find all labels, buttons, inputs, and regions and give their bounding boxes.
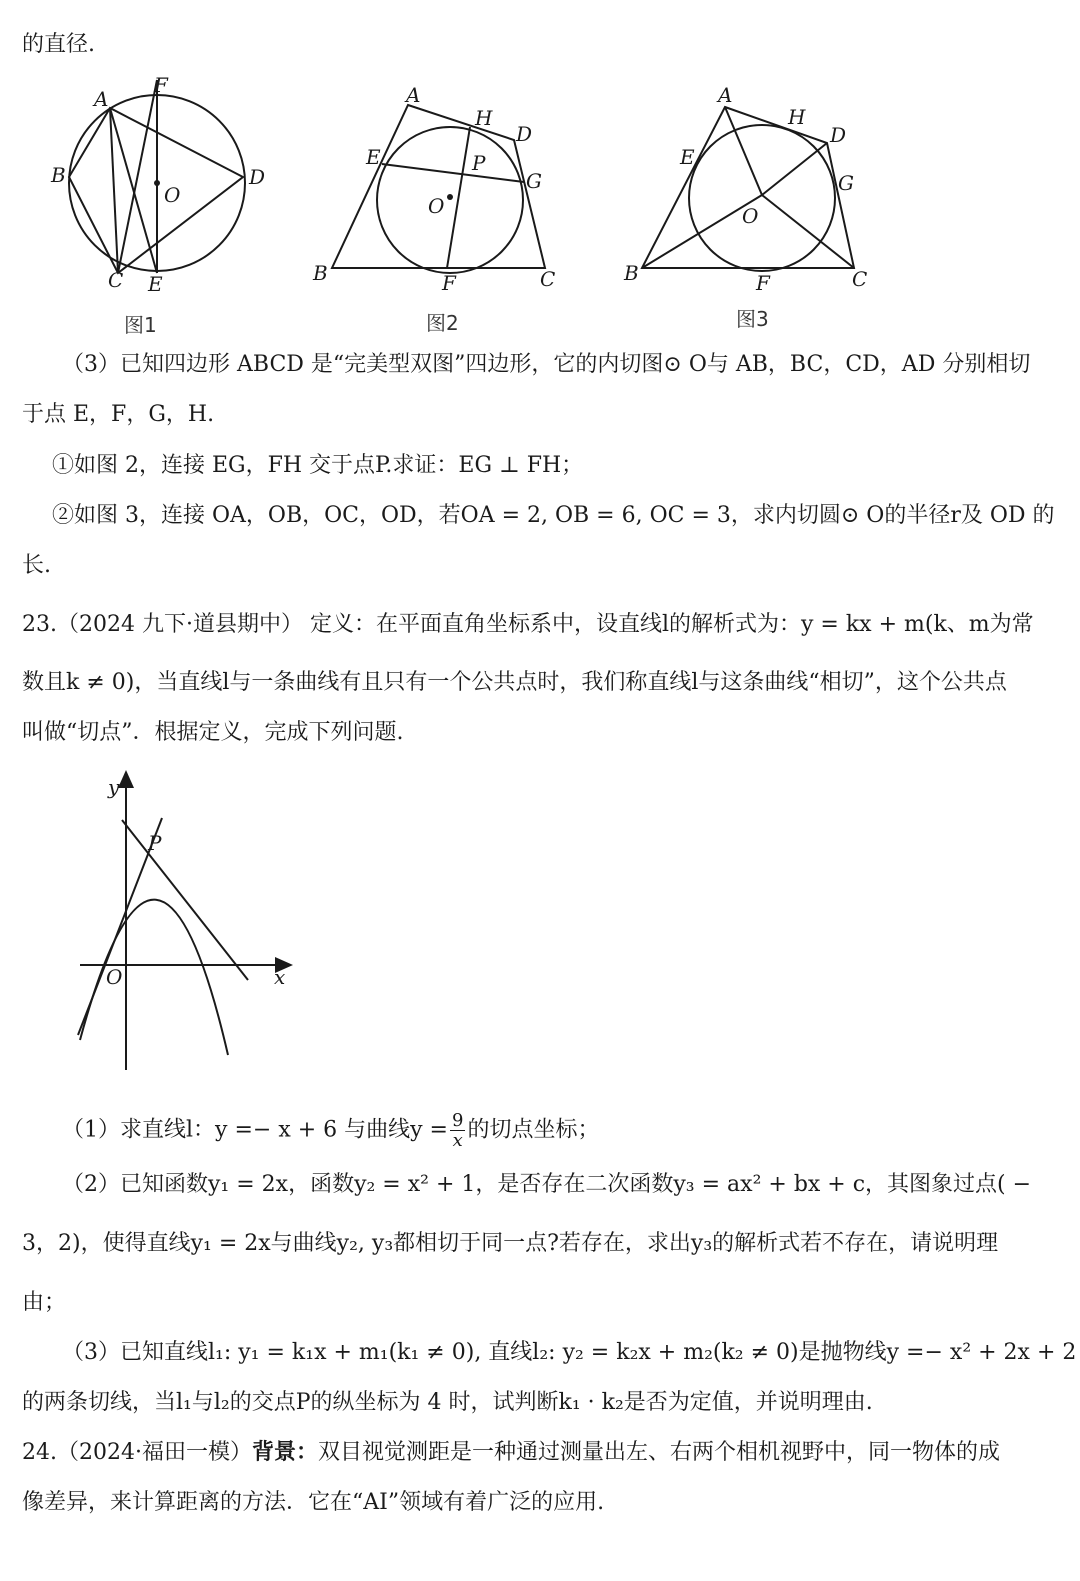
fig2-label-d: D [516,122,533,146]
fig2-label-p: P [472,151,486,175]
q23-part3-line2: 的两条切线，当l₁与l₂的交点P的纵坐标为 4 时，试判断k₁ · k₂是否为定值，并说明理由. [22,1390,873,1415]
q24-heading: 背景： [251,1440,318,1465]
q22-part3-line1: （3）已知四边形 ABCD 是“完美型双图”四边形，它的内切图⊙ O与 AB，BC，CD，AD 分别相切 [62,352,1031,377]
fig3-circle [689,125,835,271]
fig3-label-o: O [742,204,759,228]
fig3-label-g: G [838,171,854,195]
fig2-line-eg [382,164,524,182]
q24-line1 [22,1438,1058,1468]
fig2-label-h: H [475,106,493,130]
figure-3 [620,80,890,338]
fig3-label-b: B [624,261,639,285]
fig1-label-e: E [148,272,163,296]
graph-label-p: P [148,831,162,855]
q23-line2: 数且k ≠ 0)，当直线l与一条曲线有且只有一个公共点时，我们称直线l与这条曲线“相切”，这个公共点 [22,670,1007,695]
fig1-line-fc [118,80,157,273]
tangent-graph [70,770,300,1080]
fig1-label-c: C [108,268,124,292]
q23-part3-line1: （3）已知直线l₁: y₁ = k₁x + m₁(k₁ ≠ 0), 直线l₂: y₂ = k₂x + m₂(k₂ ≠ 0)是抛物线y =− x² + 2x + 2 [62,1340,1077,1365]
fraction-denominator: x [452,1130,463,1151]
q22-sub1: ①如图 2，连接 EG，FH 交于点P.求证：EG ⊥ FH； [52,453,584,478]
top-fragment: 的直径. [22,32,95,57]
fig1-label-b: B [51,163,66,187]
fig2-label-e: E [366,145,381,169]
q23-part1-before: （1）求直线l：y =− x + 6 与曲线y = [62,1117,448,1143]
fig2-label-g: G [526,169,542,193]
fig3-label-e: E [680,145,695,169]
fig3-line-oa [725,107,762,195]
fig2-label-b: B [313,261,328,285]
q23-part2-line1: （2）已知函数y₁ = 2x，函数y₂ = x² + 1，是否存在二次函数y₃ = ax² + bx + c，其图象过点( − [62,1172,1032,1197]
fig2-label-f: F [442,271,456,295]
fig2-label-o: O [428,194,445,218]
q22-part3-line2: 于点 E，F，G，H. [22,402,215,427]
fig2-label-a: A [406,83,421,107]
fig1-caption: 图1 [124,313,157,337]
fraction-numerator: 9 [452,1110,464,1131]
fig1-label-a: A [94,87,109,111]
q24-line1-rest: 双目视觉测距是一种通过测量出左、右两个相机视野中，同一物体的成 [318,1440,1001,1465]
fig2-quad [332,105,545,268]
graph-label-y: y [108,775,120,799]
graph-label-x: x [274,965,286,989]
figure-2 [300,80,580,342]
fig3-label-f: F [756,271,770,295]
q23-line3: 叫做“切点”．根据定义，完成下列问题. [22,720,404,745]
q23-part2-line3: 由； [22,1290,67,1315]
fig3-label-a: A [718,83,733,107]
fig3-label-h: H [788,105,806,129]
figure-1 [40,70,280,340]
fig1-label-d: D [249,165,266,189]
fig2-label-c: C [540,267,556,291]
q23-part2-line2: 3，2)，使得直线y₁ = 2x与曲线y₂, y₃都相切于同一点?若存在，求出y₃的解析式若不存在，请说明理 [22,1231,999,1256]
fig3-line-od [762,143,827,195]
fig1-label-o: O [164,183,181,207]
q24-prefix: 24.（2024·福田一模） [22,1440,252,1465]
fig1-label-f: F [154,73,168,97]
graph-tangent-line [122,820,248,980]
fig3-label-d: D [830,123,847,147]
q22-sub2-line1: ②如图 3，连接 OA，OB，OC，OD，若OA = 2, OB = 6, OC = 3，求内切圆⊙ O的半径r及 OD 的 [52,503,1055,528]
q23-part1-after: 的切点坐标； [467,1117,600,1143]
graph-parabola [80,900,228,1055]
q23-line1: 23.（2024 九下·道县期中） 定义：在平面直角坐标系中，设直线l的解析式为：y = kx + m(k、m为常 [22,612,1034,637]
graph-label-o: O [106,965,123,989]
fig2-caption: 图2 [426,311,459,335]
q22-sub2-line2: 长. [22,553,51,578]
q23-part1 [62,1111,1058,1150]
fig3-caption: 图3 [736,307,769,331]
q24-line2: 像差异，来计算距离的方法．它在“AI”领域有着广泛的应用. [22,1490,605,1515]
fraction-9-over-x [450,1111,465,1150]
fig3-label-c: C [852,267,868,291]
